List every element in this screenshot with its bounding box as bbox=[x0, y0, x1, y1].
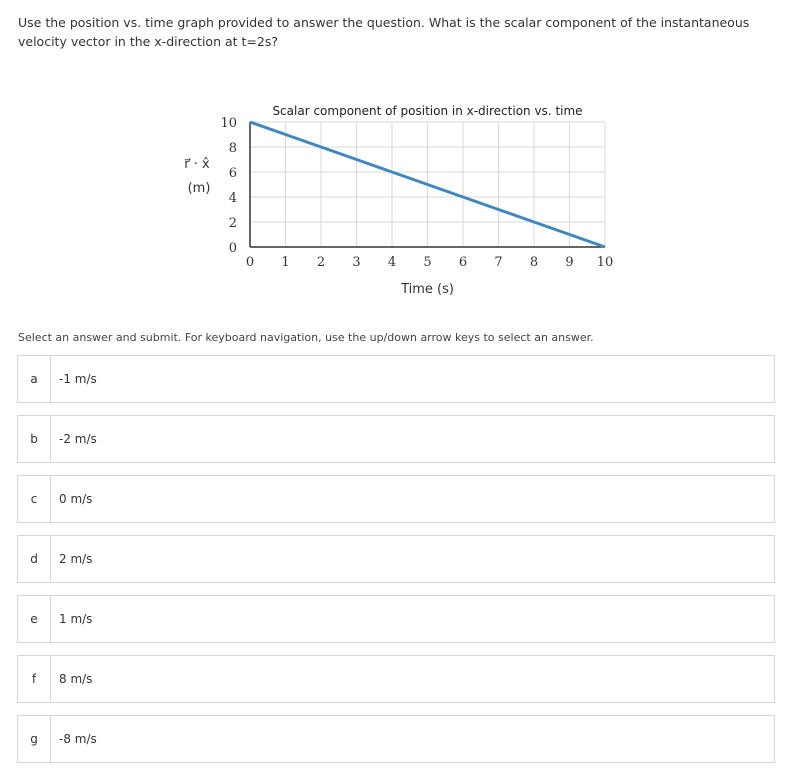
answer-text: 8 m/s bbox=[59, 672, 93, 686]
answer-text: -1 m/s bbox=[59, 372, 97, 386]
answer-text: 2 m/s bbox=[59, 552, 93, 566]
answer-option-f[interactable] bbox=[17, 655, 775, 703]
answer-text: 1 m/s bbox=[59, 612, 93, 626]
x-tick-label: 6 bbox=[458, 255, 468, 270]
y-axis-label-vector: r⃗ · x̂ bbox=[184, 157, 210, 172]
x-tick-label: 7 bbox=[494, 255, 503, 270]
instructions-text: Select an answer and submit. For keyboard navigation, use the up/down arrow keys to select an answer. bbox=[18, 331, 594, 344]
answer-letter: g bbox=[18, 716, 51, 762]
y-tick-label: 6 bbox=[228, 166, 237, 181]
x-axis-label: Time (s) bbox=[401, 282, 454, 297]
answer-letter: b bbox=[18, 416, 51, 462]
y-tick-label: 10 bbox=[220, 116, 237, 131]
answer-letter: a bbox=[18, 356, 51, 402]
answer-letter: d bbox=[18, 536, 51, 582]
question-text: Use the position vs. time graph provided to answer the question. What is the scalar component of the instantaneous velocity vector in the x-direction at t=2s? bbox=[18, 15, 750, 49]
y-axis-label-units: (m) bbox=[187, 181, 211, 196]
x-tick-label: 5 bbox=[423, 255, 432, 270]
x-tick-label: 10 bbox=[596, 255, 614, 270]
answer-option-g[interactable] bbox=[17, 715, 775, 763]
answer-text: -2 m/s bbox=[59, 432, 97, 446]
answer-letter: c bbox=[18, 476, 51, 522]
y-tick-label: 8 bbox=[228, 141, 237, 156]
x-tick-label: 8 bbox=[529, 255, 539, 270]
answer-text: -8 m/s bbox=[59, 732, 97, 746]
chart-title: Scalar component of position in x-direction vs. time bbox=[272, 104, 583, 118]
answer-option-c[interactable] bbox=[17, 475, 775, 523]
x-tick-label: 0 bbox=[245, 255, 255, 270]
answer-letter: e bbox=[18, 596, 51, 642]
answer-text: 0 m/s bbox=[59, 492, 93, 506]
x-tick-label: 2 bbox=[316, 255, 326, 270]
y-tick-label: 4 bbox=[228, 191, 237, 206]
x-tick-label: 9 bbox=[565, 255, 574, 270]
position-time-chart bbox=[0, 95, 786, 310]
answer-letter: f bbox=[18, 656, 51, 702]
x-tick-label: 3 bbox=[352, 255, 361, 270]
y-tick-label: 0 bbox=[228, 241, 237, 256]
y-tick-label: 2 bbox=[228, 216, 237, 231]
answer-option-e[interactable] bbox=[17, 595, 775, 643]
answer-option-d[interactable] bbox=[17, 535, 775, 583]
answer-option-b[interactable] bbox=[17, 415, 775, 463]
x-tick-label: 1 bbox=[281, 255, 290, 270]
x-tick-label: 4 bbox=[387, 255, 397, 270]
answer-option-a[interactable] bbox=[17, 355, 775, 403]
